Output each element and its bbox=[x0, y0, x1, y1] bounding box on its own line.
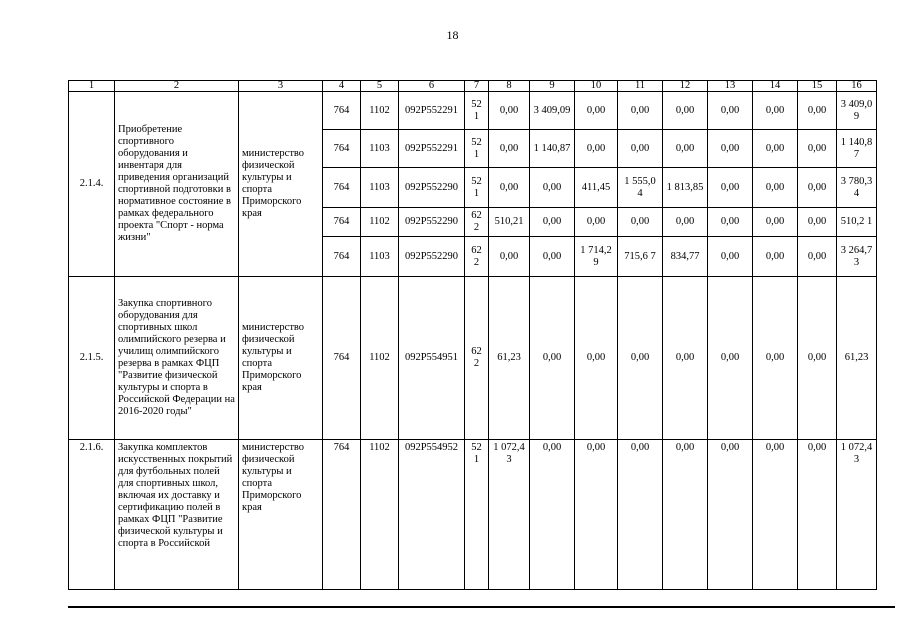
table-cell: 411,45 bbox=[575, 168, 618, 208]
table-cell: 1102 bbox=[361, 208, 399, 237]
item-organization: министерство физической культуры и спорта Приморского края bbox=[239, 92, 323, 277]
table-cell: 092P554952 bbox=[399, 440, 465, 590]
column-header: 11 bbox=[618, 81, 663, 92]
table-cell: 0,00 bbox=[489, 92, 530, 130]
table-cell: 62 2 bbox=[465, 277, 489, 440]
page-number: 18 bbox=[446, 28, 459, 42]
table-cell: 1103 bbox=[361, 237, 399, 277]
table-cell: 0,00 bbox=[753, 130, 798, 168]
column-header: 13 bbox=[708, 81, 753, 92]
table-cell: 1 140,87 bbox=[530, 130, 575, 168]
table-cell: 092P552290 bbox=[399, 168, 465, 208]
table-cell: 52 1 bbox=[465, 168, 489, 208]
table-cell: 0,00 bbox=[530, 237, 575, 277]
table-row bbox=[69, 440, 877, 590]
column-header: 12 bbox=[663, 81, 708, 92]
table-cell: 0,00 bbox=[663, 208, 708, 237]
table-cell: 0,00 bbox=[798, 237, 837, 277]
table-cell: 3 409,09 bbox=[530, 92, 575, 130]
table-row bbox=[69, 92, 877, 130]
item-number: 2.1.6. bbox=[69, 440, 115, 590]
column-header: 4 bbox=[323, 81, 361, 92]
item-number: 2.1.5. bbox=[69, 277, 115, 440]
table-cell: 0,00 bbox=[530, 440, 575, 590]
table-cell: 0,00 bbox=[753, 237, 798, 277]
table-cell: 834,77 bbox=[663, 237, 708, 277]
table-cell: 0,00 bbox=[753, 208, 798, 237]
table-cell: 0,00 bbox=[663, 92, 708, 130]
table-cell: 764 bbox=[323, 168, 361, 208]
table-cell: 0,00 bbox=[575, 92, 618, 130]
table-cell: 1 072,43 bbox=[489, 440, 530, 590]
table-cell: 52 1 bbox=[465, 440, 489, 590]
table-cell: 510,2 1 bbox=[837, 208, 877, 237]
column-header: 3 bbox=[239, 81, 323, 92]
table-cell: 1 555,0 4 bbox=[618, 168, 663, 208]
table-cell: 0,00 bbox=[618, 277, 663, 440]
table-cell: 0,00 bbox=[798, 168, 837, 208]
table-cell: 0,00 bbox=[530, 277, 575, 440]
table-cell: 0,00 bbox=[798, 277, 837, 440]
table-cell: 0,00 bbox=[663, 277, 708, 440]
table-cell: 1102 bbox=[361, 92, 399, 130]
column-header: 7 bbox=[465, 81, 489, 92]
table-cell: 715,6 7 bbox=[618, 237, 663, 277]
table-cell: 0,00 bbox=[618, 130, 663, 168]
table-cell: 1 714,29 bbox=[575, 237, 618, 277]
item-number: 2.1.4. bbox=[69, 92, 115, 277]
page-bottom-rule bbox=[68, 606, 895, 608]
column-header: 9 bbox=[530, 81, 575, 92]
table-cell: 764 bbox=[323, 277, 361, 440]
table-cell: 0,00 bbox=[708, 277, 753, 440]
table-cell: 0,00 bbox=[798, 440, 837, 590]
table-cell: 0,00 bbox=[708, 168, 753, 208]
table-cell: 1102 bbox=[361, 277, 399, 440]
table-cell: 0,00 bbox=[708, 237, 753, 277]
table-cell: 0,00 bbox=[663, 440, 708, 590]
table-cell: 0,00 bbox=[798, 92, 837, 130]
column-header: 14 bbox=[753, 81, 798, 92]
table-cell: 764 bbox=[323, 130, 361, 168]
column-header: 15 bbox=[798, 81, 837, 92]
table-cell: 1 140,8 7 bbox=[837, 130, 877, 168]
table-cell: 0,00 bbox=[753, 92, 798, 130]
table-cell: 0,00 bbox=[798, 130, 837, 168]
table-cell: 52 1 bbox=[465, 130, 489, 168]
item-organization: министерство физической культуры и спорта Приморского края bbox=[239, 440, 323, 590]
item-description: Приобретение спортивного оборудования и инвентаря для приведения организаций спортивной подготовки в нормативное состояние в рамках федерального проекта "Спорт - норма жизни" bbox=[115, 92, 239, 277]
column-header: 10 bbox=[575, 81, 618, 92]
table-cell: 0,00 bbox=[575, 130, 618, 168]
table-cell: 0,00 bbox=[575, 440, 618, 590]
table-cell: 3 780,3 4 bbox=[837, 168, 877, 208]
table-cell: 61,23 bbox=[837, 277, 877, 440]
table-cell: 0,00 bbox=[753, 277, 798, 440]
item-description: Закупка спортивного оборудования для спортивных школ олимпийского резерва и училищ олимпийского резерва в рамках ФЦП "Развитие физической культуры и спорта в Российской Федерации на 2016-2020 годы" bbox=[115, 277, 239, 440]
table-cell: 0,00 bbox=[575, 208, 618, 237]
table-row bbox=[69, 277, 877, 440]
table-cell: 764 bbox=[323, 92, 361, 130]
table-cell: 764 bbox=[323, 440, 361, 590]
column-header: 6 bbox=[399, 81, 465, 92]
column-header: 8 bbox=[489, 81, 530, 92]
column-header: 16 bbox=[837, 81, 877, 92]
table-cell: 0,00 bbox=[618, 92, 663, 130]
table-cell: 0,00 bbox=[575, 277, 618, 440]
table-cell: 092P552290 bbox=[399, 237, 465, 277]
table-cell: 0,00 bbox=[663, 130, 708, 168]
table-cell: 1 072,4 3 bbox=[837, 440, 877, 590]
column-header: 1 bbox=[69, 81, 115, 92]
table-cell: 092P552290 bbox=[399, 208, 465, 237]
table-cell: 0,00 bbox=[708, 208, 753, 237]
table-cell: 764 bbox=[323, 237, 361, 277]
item-description: Закупка комплектов искусственных покрытий для футбольных полей для спортивных школ, включая их доставку и сертификацию полей в рамках ФЦП "Развитие физической культуры и спорта в Российской bbox=[115, 440, 239, 590]
table-cell: 1103 bbox=[361, 130, 399, 168]
table-cell: 510,21 bbox=[489, 208, 530, 237]
table-cell: 52 1 bbox=[465, 92, 489, 130]
table-cell: 0,00 bbox=[798, 208, 837, 237]
table-cell: 0,00 bbox=[489, 130, 530, 168]
table-cell: 092P554951 bbox=[399, 277, 465, 440]
table-cell: 0,00 bbox=[708, 92, 753, 130]
table-cell: 0,00 bbox=[618, 440, 663, 590]
table-cell: 0,00 bbox=[708, 440, 753, 590]
table-cell: 0,00 bbox=[530, 208, 575, 237]
item-organization: министерство физической культуры и спорта Приморского края bbox=[239, 277, 323, 440]
table-cell: 0,00 bbox=[753, 168, 798, 208]
table-cell: 0,00 bbox=[489, 237, 530, 277]
table-cell: 092P552291 bbox=[399, 130, 465, 168]
table-cell: 0,00 bbox=[753, 440, 798, 590]
table-cell: 0,00 bbox=[530, 168, 575, 208]
table-cell: 0,00 bbox=[708, 130, 753, 168]
column-header: 2 bbox=[115, 81, 239, 92]
column-header: 5 bbox=[361, 81, 399, 92]
table-cell: 764 bbox=[323, 208, 361, 237]
column-number-row bbox=[69, 81, 877, 92]
table-cell: 0,00 bbox=[489, 168, 530, 208]
budget-table bbox=[68, 80, 877, 590]
table-cell: 0,00 bbox=[618, 208, 663, 237]
table-cell: 092P552291 bbox=[399, 92, 465, 130]
table-cell: 62 2 bbox=[465, 237, 489, 277]
table-cell: 3 264,7 3 bbox=[837, 237, 877, 277]
table-cell: 62 2 bbox=[465, 208, 489, 237]
table-cell: 1103 bbox=[361, 168, 399, 208]
table-cell: 61,23 bbox=[489, 277, 530, 440]
table-cell: 1 813,85 bbox=[663, 168, 708, 208]
table-cell: 1102 bbox=[361, 440, 399, 590]
table-cell: 3 409,0 9 bbox=[837, 92, 877, 130]
